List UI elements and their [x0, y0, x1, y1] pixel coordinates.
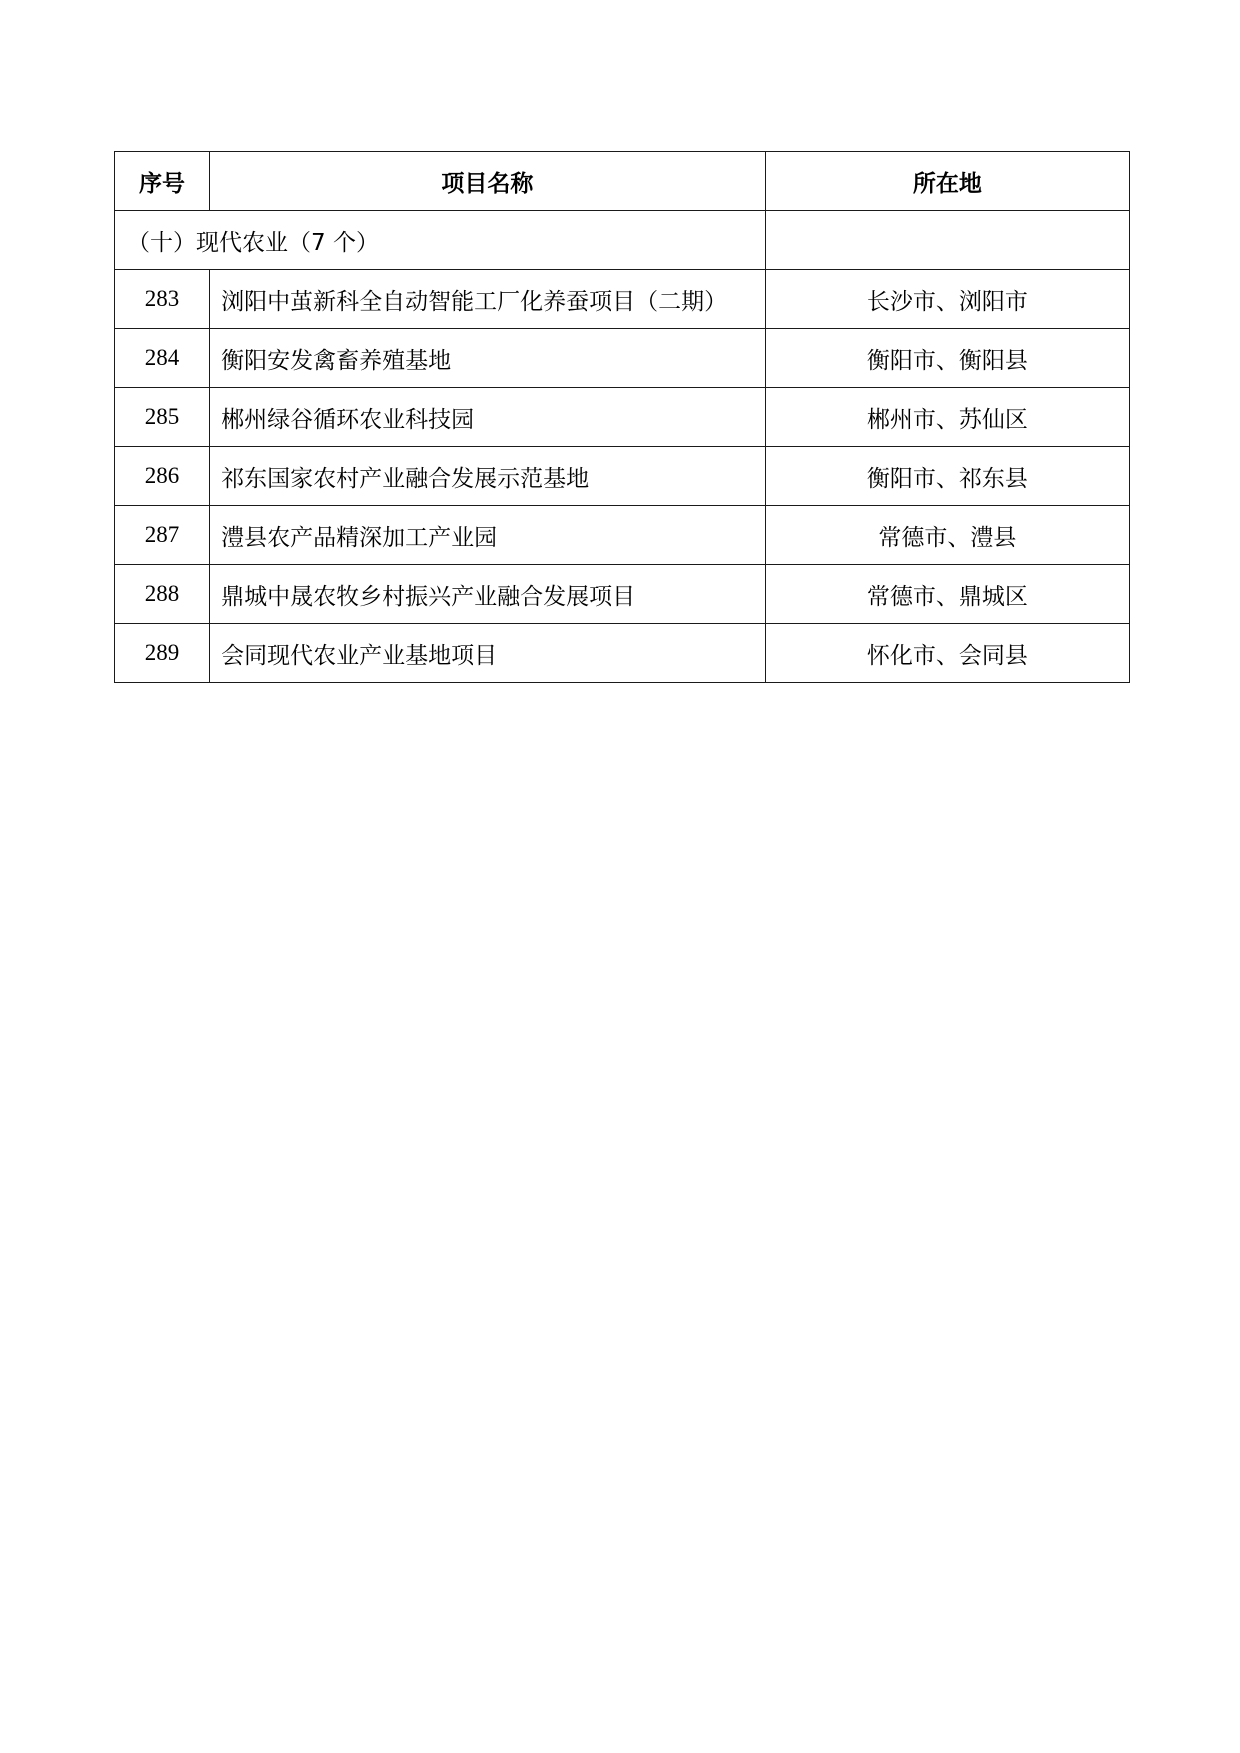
table-header-row [115, 152, 1130, 211]
table-row [115, 624, 1130, 683]
row-location: 常德市、澧县 [765, 506, 1129, 565]
row-index: 285 [115, 388, 210, 447]
row-index: 283 [115, 270, 210, 329]
table-row [115, 388, 1130, 447]
row-project-name: 澧县农产品精深加工产业园 [210, 506, 766, 565]
row-index: 286 [115, 447, 210, 506]
row-project-name: 鼎城中晟农牧乡村振兴产业融合发展项目 [210, 565, 766, 624]
row-location: 郴州市、苏仙区 [765, 388, 1129, 447]
header-index: 序号 [115, 152, 210, 211]
table-row [115, 329, 1130, 388]
table-row [115, 270, 1130, 329]
table-row [115, 447, 1130, 506]
header-project-name: 项目名称 [210, 152, 766, 211]
section-location [765, 211, 1129, 270]
row-project-name: 浏阳中茧新科全自动智能工厂化养蚕项目（二期） [210, 270, 766, 329]
table-row [115, 565, 1130, 624]
row-project-name: 会同现代农业产业基地项目 [210, 624, 766, 683]
row-index: 287 [115, 506, 210, 565]
row-location: 常德市、鼎城区 [765, 565, 1129, 624]
project-table [114, 151, 1130, 683]
row-index: 284 [115, 329, 210, 388]
table-row [115, 506, 1130, 565]
row-index: 288 [115, 565, 210, 624]
row-location: 衡阳市、衡阳县 [765, 329, 1129, 388]
row-location: 怀化市、会同县 [765, 624, 1129, 683]
header-location: 所在地 [765, 152, 1129, 211]
section-title: （十）现代农业（7 个） [115, 211, 766, 270]
row-project-name: 郴州绿谷循环农业科技园 [210, 388, 766, 447]
row-location: 衡阳市、祁东县 [765, 447, 1129, 506]
row-location: 长沙市、浏阳市 [765, 270, 1129, 329]
row-index: 289 [115, 624, 210, 683]
section-row [115, 211, 1130, 270]
row-project-name: 祁东国家农村产业融合发展示范基地 [210, 447, 766, 506]
row-project-name: 衡阳安发禽畜养殖基地 [210, 329, 766, 388]
